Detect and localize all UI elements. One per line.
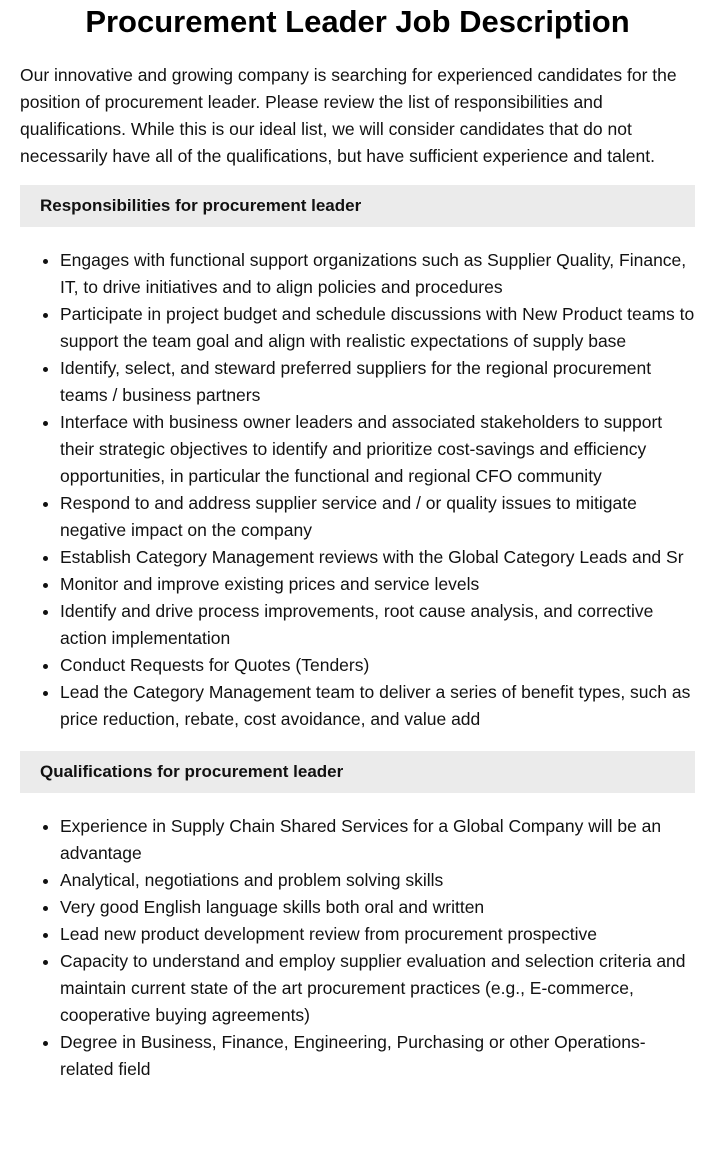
list-item: • Lead the Category Management team to deliver a series of benefit types, such as price reduction, rebate, cost avoidance, and value add: [60, 679, 695, 733]
list-item: • Conduct Requests for Quotes (Tenders): [60, 652, 695, 679]
qualifications-heading: Qualifications for procurement leader: [20, 751, 695, 793]
page-title: Procurement Leader Job Description: [85, 4, 630, 39]
list-item: • Engages with functional support organizations such as Supplier Quality, Finance, IT, to drive initiatives and to align policies and procedures: [60, 247, 695, 301]
list-item: • Respond to and address supplier service and / or quality issues to mitigate negative impact on the company: [60, 490, 695, 544]
responsibilities-list: [20, 247, 695, 733]
qualifications-list: [20, 813, 695, 1083]
list-item: • Analytical, negotiations and problem solving skills: [60, 867, 695, 894]
list-item: • Degree in Business, Finance, Engineering, Purchasing or other Operations-related field: [60, 1029, 695, 1083]
list-item: • Very good English language skills both oral and written: [60, 894, 695, 921]
list-item: • Interface with business owner leaders and associated stakeholders to support their strategic objectives to identify and prioritize cost-savings and efficiency opportunities, in particular the functional and regional CFO community: [60, 409, 695, 490]
list-item: • Monitor and improve existing prices and service levels: [60, 571, 695, 598]
responsibilities-heading: Responsibilities for procurement leader: [20, 185, 695, 227]
list-item: • Lead new product development review from procurement prospective: [60, 921, 695, 948]
intro-paragraph: Our innovative and growing company is searching for experienced candidates for the position of procurement leader. Please review the list of responsibilities and qualifications. While this is our ideal list, we will consider candidates that do not necessarily have all of the qualifications, but have sufficient experience and talent.: [20, 65, 677, 166]
list-item: • Identify, select, and steward preferred suppliers for the regional procurement teams / business partners: [60, 355, 695, 409]
list-item: • Capacity to understand and employ supplier evaluation and selection criteria and maintain current state of the art procurement practices (e.g., E-commerce, cooperative buying agreements): [60, 948, 695, 1029]
list-item: • Establish Category Management reviews with the Global Category Leads and Sr: [60, 544, 695, 571]
list-item: • Participate in project budget and schedule discussions with New Product teams to support the team goal and align with realistic expectations of supply base: [60, 301, 695, 355]
list-item: • Identify and drive process improvements, root cause analysis, and corrective action implementation: [60, 598, 695, 652]
list-item: • Experience in Supply Chain Shared Services for a Global Company will be an advantage: [60, 813, 695, 867]
